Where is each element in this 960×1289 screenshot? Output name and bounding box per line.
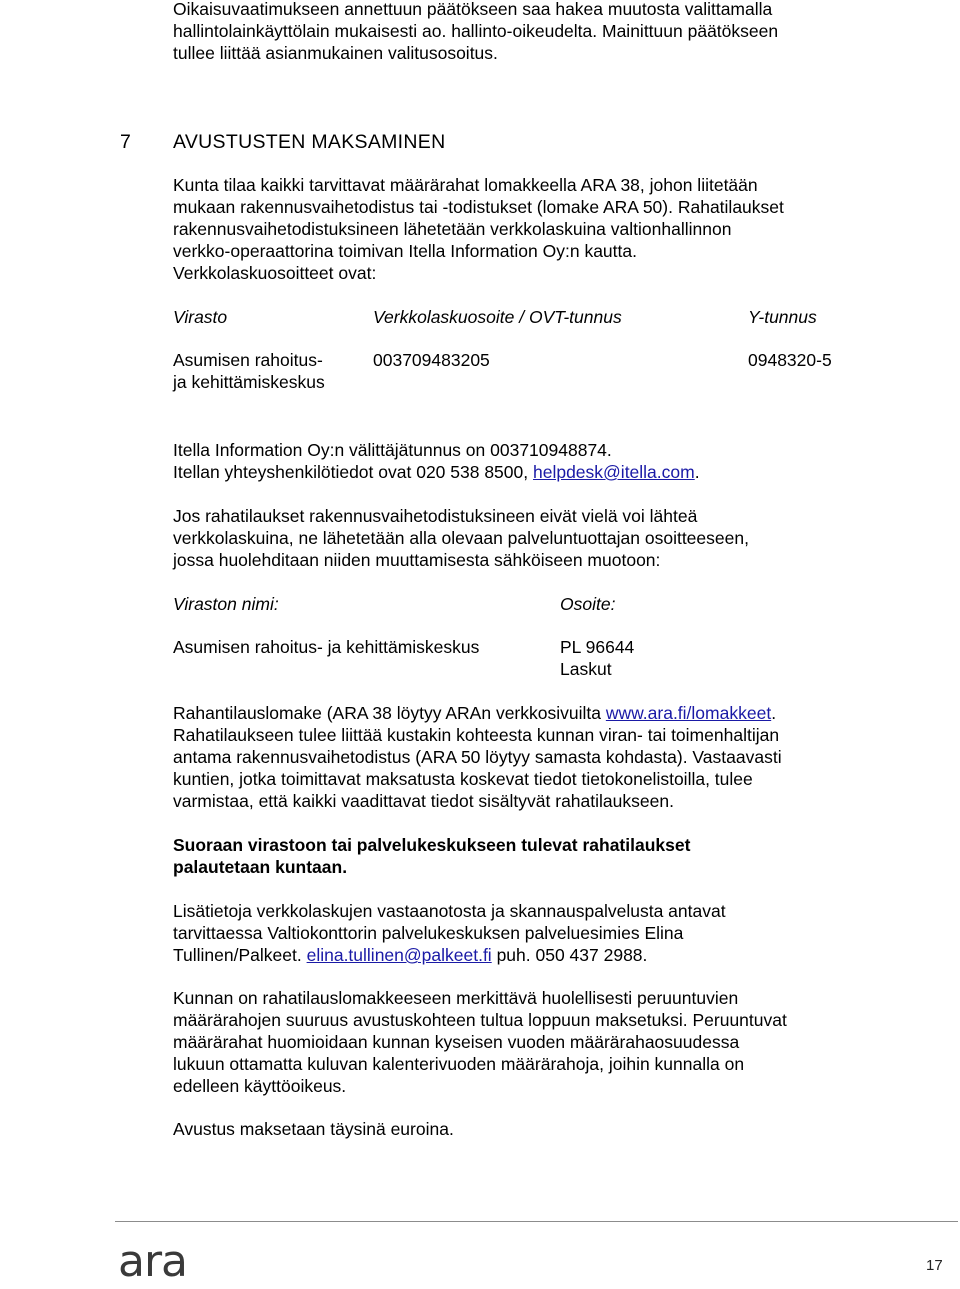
paragraph-contact-info: [173, 900, 873, 966]
ara-logo: [118, 1240, 198, 1289]
einvoice-cell-agency: Asumisen rahoitus- ja kehittämiskeskus: [173, 350, 325, 392]
postal-cell-address: PL 96644 Laskut: [560, 637, 635, 679]
einvoice-cell-address: 003709483205: [373, 350, 490, 370]
contact-phone-text: puh. 050 437 2988.: [491, 945, 648, 965]
section-heading: [120, 130, 445, 154]
intro-paragraph: Oikaisuvaatimukseen annettuun päätökseen saa hakea muutosta valittamalla hallintolainkäyttölain mukaisesti ao. hallinto-oikeudelta. Mainittuun päätökseen tullee liittää asianmukainen valitusosoitus.: [173, 0, 779, 63]
postal-header-agency: Viraston nimi:: [173, 594, 279, 614]
einvoice-header-business-id: Y-tunnus: [748, 307, 817, 327]
paragraph-order-form: [173, 702, 873, 812]
footer-divider: [115, 1221, 958, 1222]
order-form-text-rest: . Rahatilaukseen tulee liittää kustakin kohteesta kunnan viran- tai toimenhaltijan antama rakennusvaihetodistus (ARA 50 löytyy samasta kohdasta). Vastaavasti kuntien, jotka toimittavat maksatusta koskevat tiedot tietokonelistoilla, tulee varmistaa, että kaikki vaadittavat tiedot sisältyvät rahatilaukseen.: [173, 703, 782, 811]
ara-logo-graphic: [118, 1240, 198, 1284]
einvoice-cell-business-id: 0948320-5: [748, 350, 832, 370]
paragraph-ordering: Kunta tilaa kaikki tarvittavat määrärahat lomakkeella ARA 38, johon liitetään mukaan rakennusvaihetodistus tai -todistukset (lomake ARA 50). Rahatilaukset rakennusvaihetodistuksineen lähetetään verkkolaskuina valtionhallinnon verkko-operaattorina toimivan Itella Information Oy:n kautta. Verkkolaskuosoitteet ovat:: [173, 175, 784, 283]
einvoice-header-agency: Virasto: [173, 307, 228, 327]
itella-contact-text: Itellan yhteyshenkilötiedot ovat 020 538 8500,: [173, 462, 533, 482]
contact-email-link[interactable]: elina.tullinen@palkeet.fi: [306, 945, 492, 965]
bold-return-note: Suoraan virastoon tai palvelukeskukseen tulevat rahatilaukset palautetaan kuntaan.: [173, 835, 691, 877]
order-form-text-start: Rahantilauslomake (ARA 38 löytyy ARAn verkkosivuilta: [173, 703, 606, 723]
page-number: 17: [926, 1257, 943, 1274]
einvoice-header-address: Verkkolaskuosoite / OVT-tunnus: [373, 307, 622, 327]
postal-header-address: Osoite:: [560, 594, 616, 614]
postal-cell-agency: Asumisen rahoitus- ja kehittämiskeskus: [173, 637, 480, 657]
itella-operator-id: Itella Information Oy:n välittäjätunnus on 003710948874.: [173, 440, 612, 460]
contact-info-text: Lisätietoja verkkolaskujen vastaanotosta ja skannauspalvelusta antavat tarvittaessa Valtiokonttorin palvelukeskuksen palveluesimies Elina Tullinen/Palkeet.: [173, 901, 726, 965]
helpdesk-email-link[interactable]: helpdesk@itella.com: [532, 462, 695, 482]
section-number: 7: [120, 131, 132, 153]
ara-forms-link[interactable]: www.ara.fi/lomakkeet: [605, 703, 772, 723]
section-title: AVUSTUSTEN MAKSAMINEN: [173, 131, 446, 153]
paragraph-euros: Avustus maksetaan täysinä euroina.: [173, 1119, 454, 1139]
itella-contact-line: [173, 461, 873, 483]
paragraph-cancelled-funds: Kunnan on rahatilauslomakkeeseen merkittävä huolellisesti peruuntuvien määrärahojen suuruus avustuskohteen tultua loppuun maksetuksi. Peruuntuvat määrärahat huomioidaan kunnan kyseisen vuoden määrärahaosuudessa lukuun ottamatta kuluvan kalenterivuoden määrärahoja, joihin kunnalla on edelleen käyttöoikeus.: [173, 988, 787, 1096]
ara-logo-text: ara: [118, 1240, 188, 1284]
itella-contact-end: .: [694, 462, 700, 482]
paragraph-paper-invoices: Jos rahatilaukset rakennusvaihetodistuksineen eivät vielä voi lähteä verkkolaskuina, ne lähetetään alla olevaan palveluntuottajan osoitteeseen, jossa huolehditaan niiden muuttamisesta sähköiseen muotoon:: [173, 506, 749, 570]
